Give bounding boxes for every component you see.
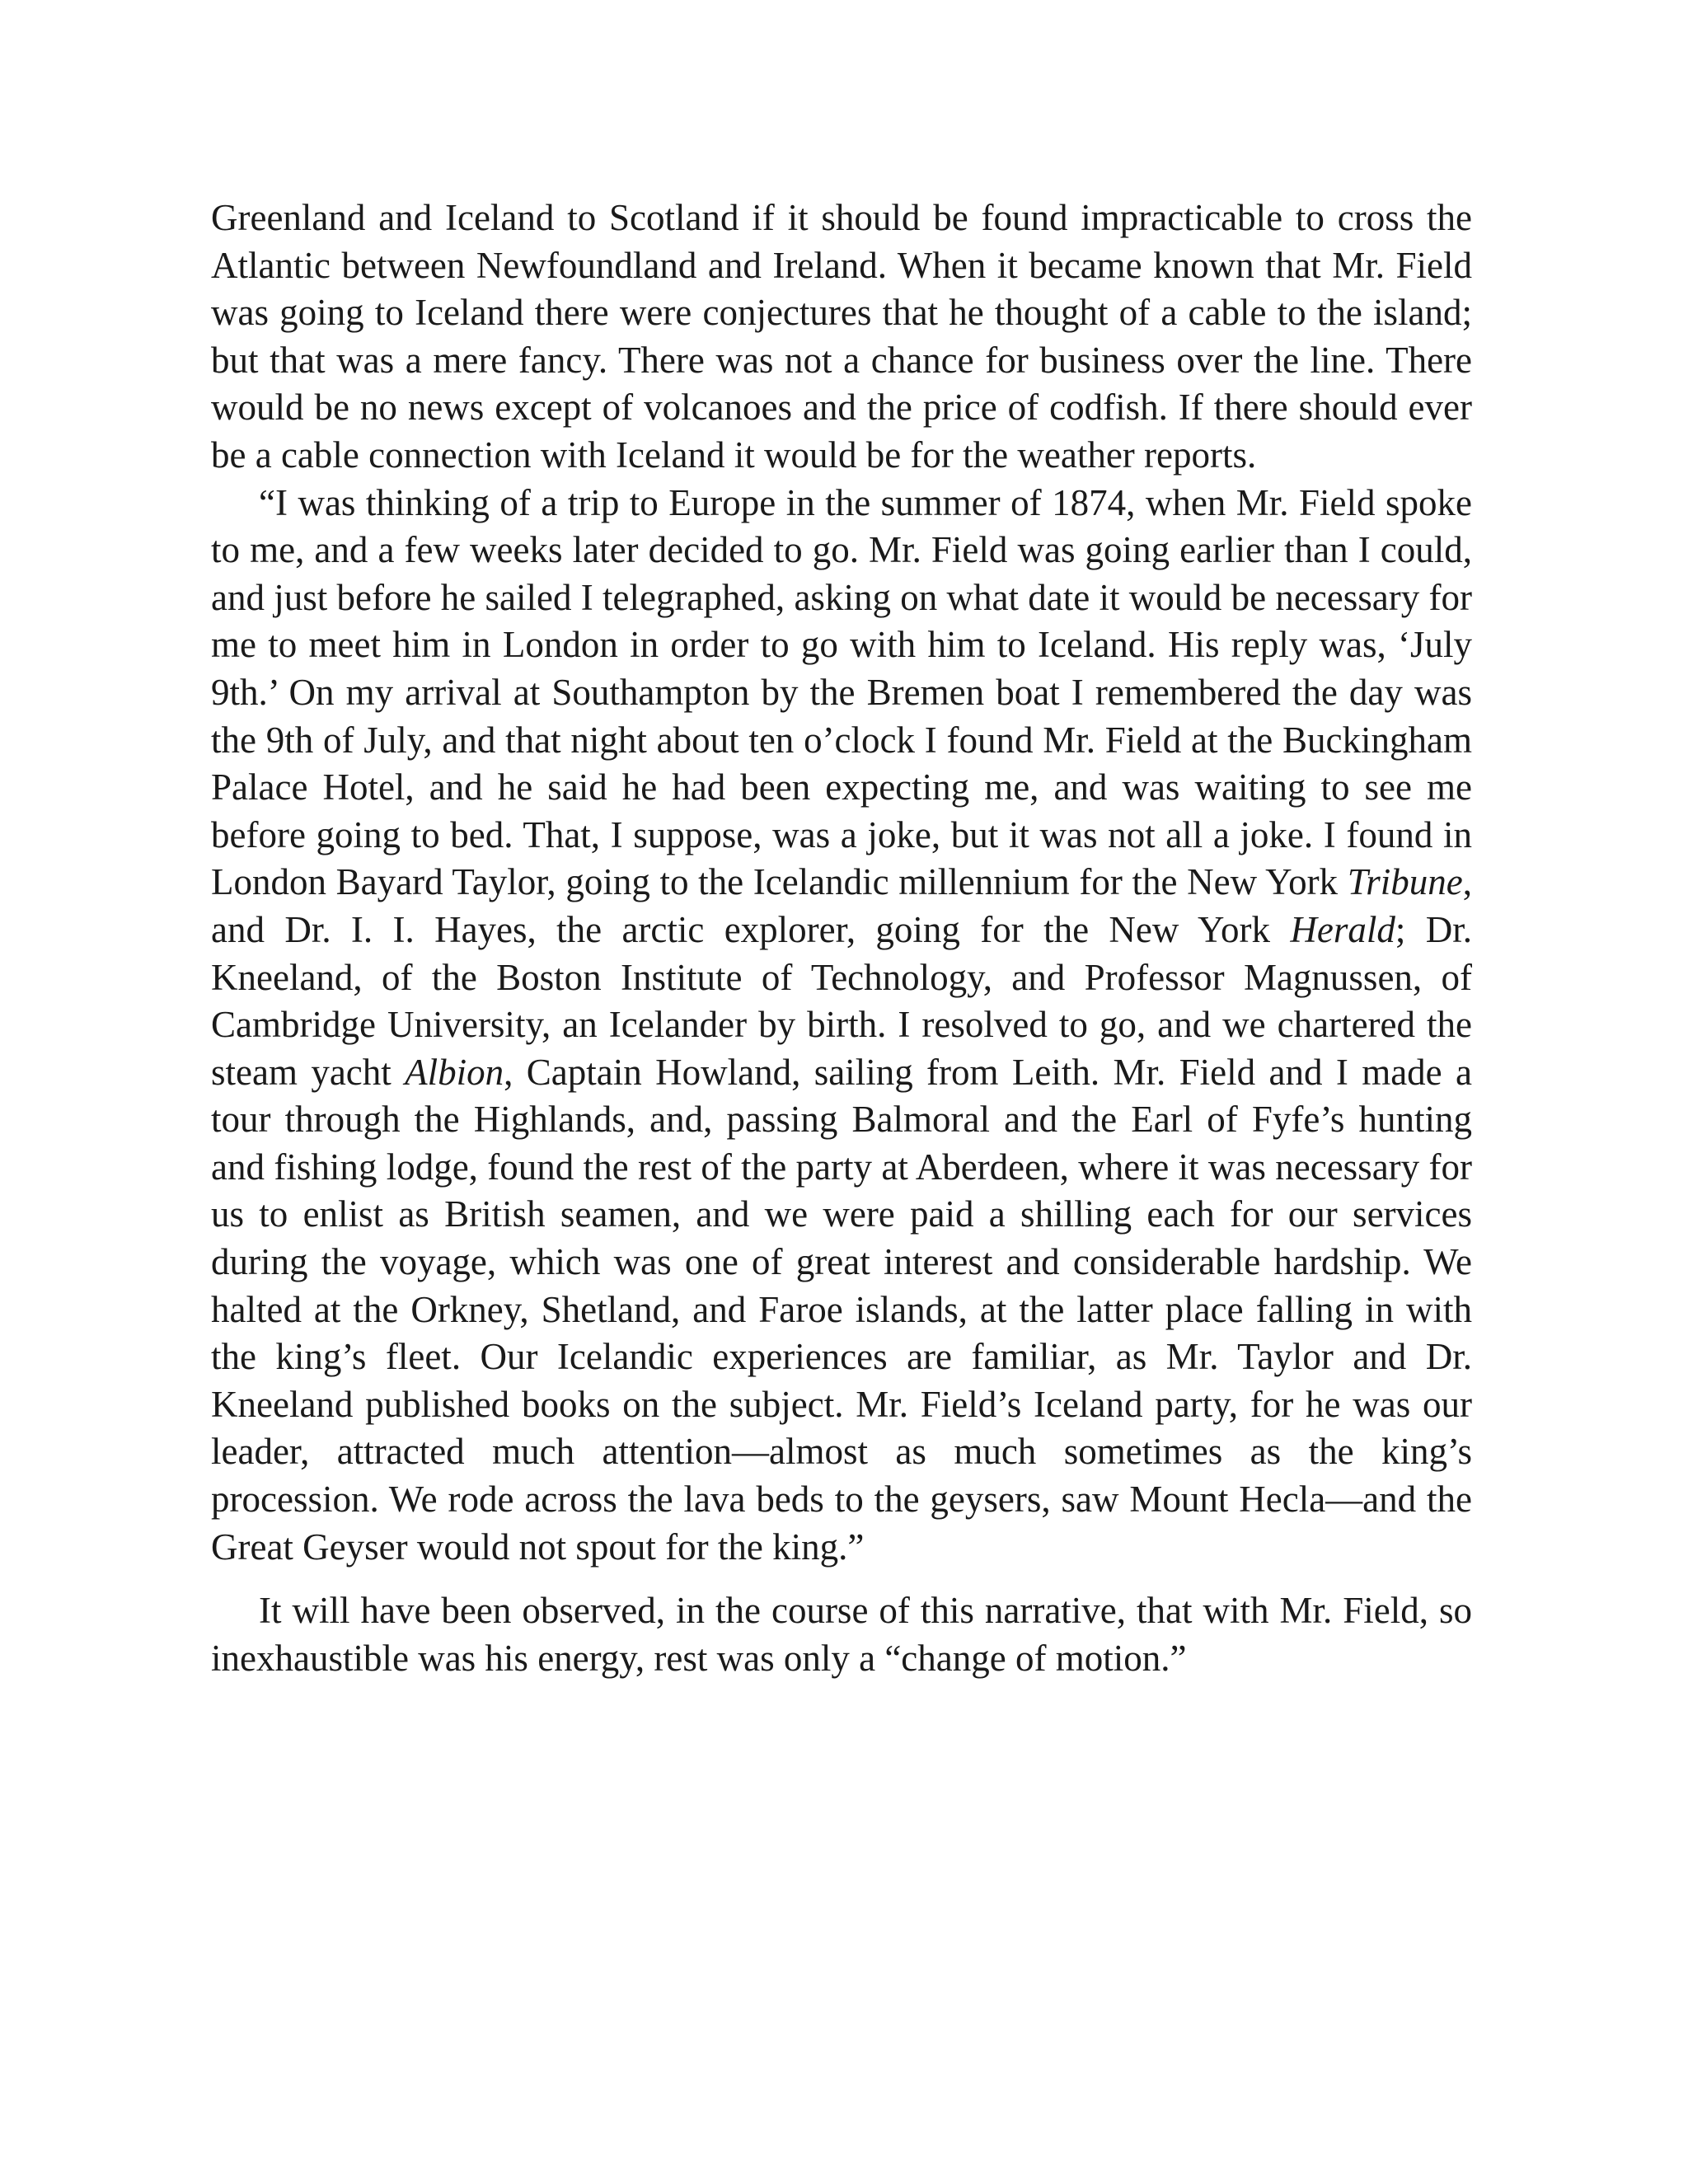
page-body: [211, 194, 1472, 1682]
paragraph-continuation: Greenland and Iceland to Scotland if it should be found impracticable to cross the Atlantic between Newfoundland and Ireland. When it became known that Mr. Field was going to Iceland there were conjectures that he thought of a cable to the island; but that was a mere fancy. There was not a chance for business over the line. There would be no news except of volcanoes and the price of codfish. If there should ever be a cable connection with Iceland it would be for the weather reports.: [211, 197, 1472, 476]
paragraph-quote: [211, 480, 1472, 1572]
paragraph-closing: It will have been observed, in the course of this narrative, that with Mr. Field, so inexhaustible was his energy, rest was only a “change of motion.”: [211, 1590, 1472, 1679]
quote-text-2: , and Dr. I. I. Hayes, the arctic explorer, going for the New York: [211, 861, 1472, 950]
newspaper-title-herald: Herald: [1290, 908, 1395, 950]
yacht-name-albion: Albion: [405, 1051, 504, 1093]
newspaper-title-tribune: Tribune: [1347, 861, 1463, 903]
quote-text-3: ; Dr. Kneeland, of the Boston Institute of Technology, and Professor Magnussen, of Cambridge University, an Icelander by birth. I resolved to go, and we chartered the steam yacht: [211, 908, 1472, 1093]
quote-text-4: , Captain Howland, sailing from Leith. Mr. Field and I made a tour through the Highlands, and, passing Balmoral and the Earl of Fyfe’s hunting and fishing lodge, found the rest of the party at Aberdeen, where it was necessary for us to enlist as British seamen, and we were paid a shilling each for our services during the voyage, which was one of great interest and considerable hardship. We halted at the Orkney, Shetland, and Faroe islands, at the latter place falling in with the king’s fleet. Our Icelandic experiences are familiar, as Mr. Taylor and Dr. Kneeland published books on the subject. Mr. Field’s Iceland party, for he was our leader, attracted much attention—almost as much sometimes as the king’s procession. We rode across the lava beds to the geysers, saw Mount Hecla—and the Great Geyser would not spout for the king.”: [211, 1051, 1472, 1568]
quote-text-1: “I was thinking of a trip to Europe in the summer of 1874, when Mr. Field spoke to me, and a few weeks later decided to go. Mr. Field was going earlier than I could, and just before he sailed I telegraphed, asking on what date it would be necessary for me to meet him in London in order to go with him to Iceland. His reply was, ‘July 9th.’ On my arrival at Southampton by the Bremen boat I remembered the day was the 9th of July, and that night about ten o’clock I found Mr. Field at the Buckingham Palace Hotel, and he said he had been expecting me, and was waiting to see me before going to bed. That, I suppose, was a joke, but it was not all a joke. I found in London Bayard Taylor, going to the Icelandic millennium for the New York: [211, 481, 1472, 903]
